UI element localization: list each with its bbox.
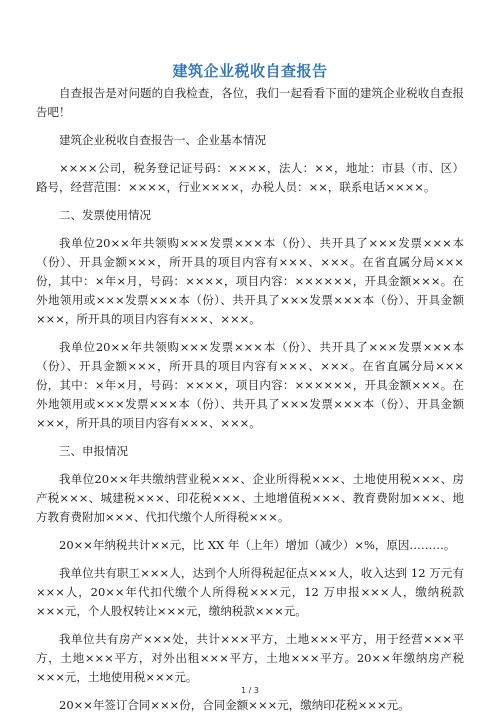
document-title: 建筑企业税收自查报告	[172, 62, 328, 80]
invoice-paragraph-2: 我单位20××年共领购×××发票×××本（份）、共开具了×××发票×××本（份）、开具金额×××，所开具的项目内容有×××、×××。在省直属分局×××份，其中：×年×月，号码：××××，项目内容：××××××，开具金额×××。在外地领用或×××发票×××本（份）、共开具了×××发票×××本（份）、开具金额×××，所开具的项目内容有×××、×××。	[36, 340, 464, 430]
section-heading-invoice: 二、发票使用情况	[59, 208, 151, 222]
document-body	[36, 84, 464, 724]
section-heading-declaration: 三、申报情况	[59, 444, 128, 458]
invoice-paragraph-1: 我单位20××年共领购×××发票×××本（份）、共开具了×××发票×××本（份）、开具金额×××，所开具的项目内容有×××、×××。在省直属分局×××份，其中：×年×月，号码：××××，项目内容：××××××，开具金额×××。在外地领用或×××发票×××本（份）、共开具了×××发票×××本（份）、开具金额×××，所开具的项目内容有×××、×××。	[36, 236, 464, 326]
page-number: 1 / 3	[241, 686, 259, 695]
company-info-paragraph: ××××公司，税务登记证号码：××××，法人：××，地址：市县（市、区）路号，经营范围：××××，行业××××，办税人员：××，联系电话××××。	[36, 161, 464, 194]
property-tax-paragraph: 我单位共有房产×××处，共计×××平方，土地×××平方，用于经营×××平方，土地×××平方，对外出租×××平方，土地×××平方。20××年缴纳房产税×××元，土地使用税×××元。	[36, 632, 464, 684]
intro-paragraph: 自查报告是对问题的自我检查，各位，我们一起看看下面的建筑企业税收自查报告吧！	[36, 86, 464, 119]
tax-paid-paragraph: 我单位20××年共缴纳营业税×××、企业所得税×××、土地使用税×××、房产税×××、城建税×××、印花税×××、土地增值税×××、教育费附加×××、地方教育费附加×××、代扣代缴个人所得税×××。	[36, 472, 464, 524]
staff-tax-paragraph: 我单位共有职工×××人，达到个人所得税起征点×××人，收入达到 12 万元有×××人，20××年代扣代缴个人所得税×××元，12 万申报×××人，缴纳税款×××元，个人股权转让×××元，缴纳税款×××元。	[36, 566, 464, 618]
section-heading-basic-info: 建筑企业税收自查报告一、企业基本情况	[59, 133, 266, 147]
tax-total-paragraph: 20××年纳税共计××元，比 XX 年（上年）增加（减少）×%，原因………。	[59, 538, 456, 552]
contract-stamp-paragraph: 20××年签订合同×××份，合同金额×××元，缴纳印花税×××元。	[59, 698, 410, 712]
